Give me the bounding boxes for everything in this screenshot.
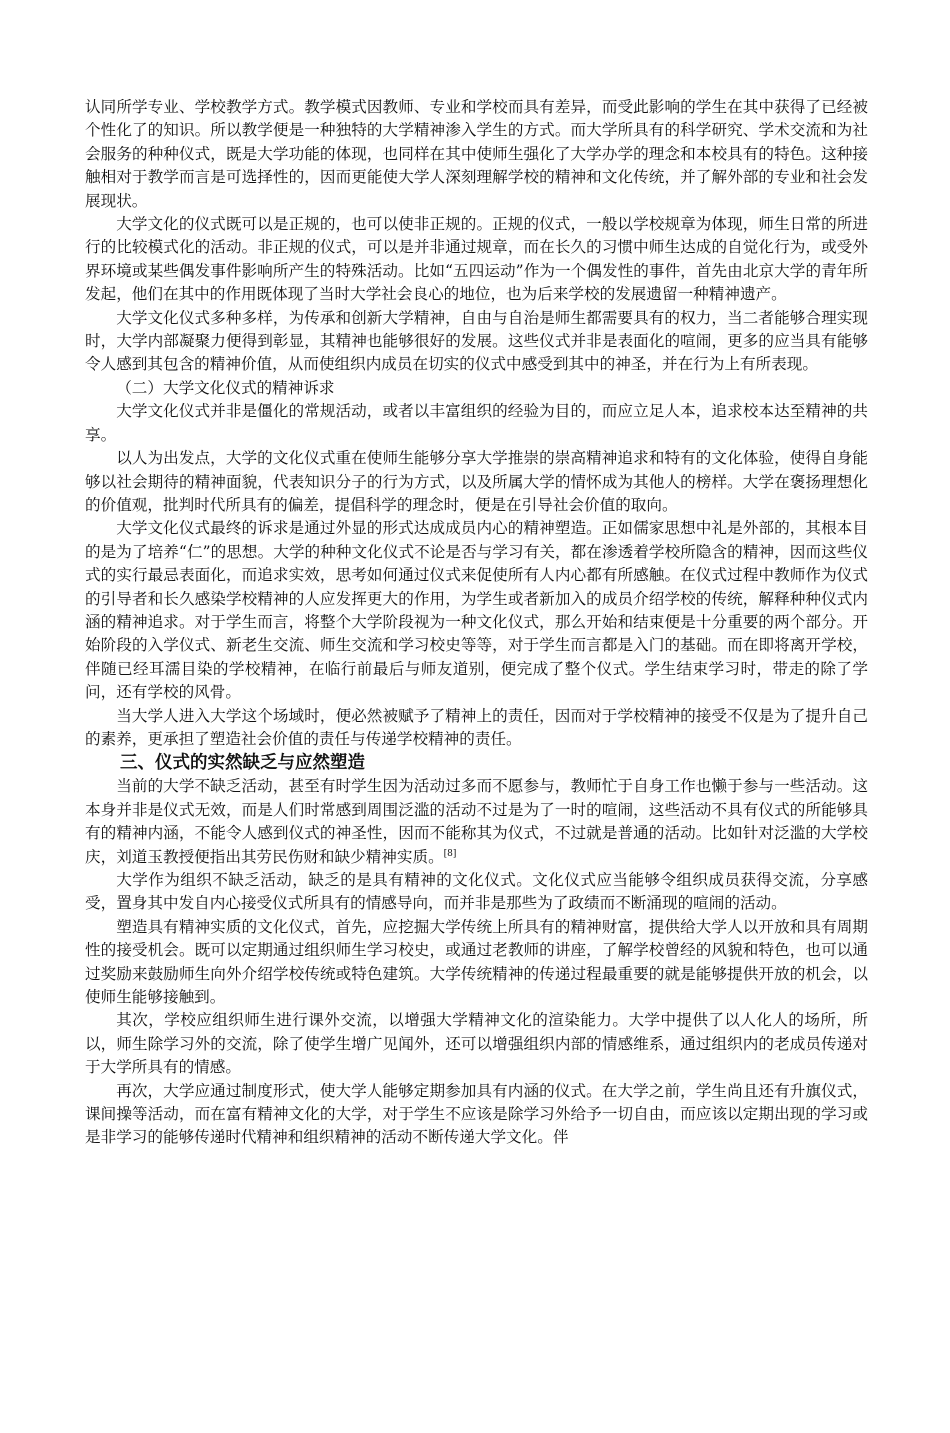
document-page	[85, 96, 868, 1150]
paragraph-10: 塑造具有精神实质的文化仪式，首先，应挖掘大学传统上所具有的精神财富，提供给大学人以开放和具有周期性的接受机会。既可以定期通过组织师生学习校史，或通过老教师的讲座，了解学校曾经的风貌和特色，也可以通过奖励来鼓励师生向外介绍学校传统或特色建筑。大学传统精神的传递过程最重要的就是能够提供开放的机会，以使师生能够接触到。	[85, 917, 868, 1007]
paragraph-3: 大学文化仪式多种多样，为传承和创新大学精神，自由与自治是师生都需要具有的权力，当二者能够合理实现时，大学内部凝聚力便得到彰显，其精神也能够很好的发展。这些仪式并非是表面化的喧闹，更多的应当具有能够令人感到其包含的精神价值，从而使组织内成员在切实的仪式中感受到其中的神圣，并在行为上有所表现。	[85, 308, 868, 374]
paragraph-8-text: 当前的大学不缺乏活动，甚至有时学生因为活动过多而不愿参与，教师忙于自身工作也懒于参与一些活动。这本身并非是仪式无效，而是人们时常感到周围泛滥的活动不过是为了一时的喧闹，这些活动不具有仪式的所能够具有的精神内涵，不能令人感到仪式的神圣性，因而不能称其为仪式，不过就是普通的活动。比如针对泛滥的大学校庆，刘道玉教授便指出其劳民伤财和缺少精神实质。	[85, 777, 868, 866]
paragraph-8	[85, 775, 868, 869]
subsection-heading: （二）大学文化仪式的精神诉求	[116, 378, 335, 397]
paragraph-4: 大学文化仪式并非是僵化的常规活动，或者以丰富组织的经验为目的，而应立足人本，追求校本达至精神的共享。	[85, 402, 868, 444]
section-heading: 三、仪式的实然缺乏与应然塑造	[120, 753, 365, 774]
paragraph-5: 以人为出发点，大学的文化仪式重在使师生能够分享大学推崇的崇高精神追求和特有的文化体验，使得自身能够以社会期待的精神面貌，代表知识分子的行为方式，以及所属大学的情怀成为其他人的榜样。大学在褒扬理想化的价值观，批判时代所具有的偏差，提倡科学的理念时，便是在引导社会价值的取向。	[85, 449, 868, 514]
paragraph-7: 当大学人进入大学这个场域时，便必然被赋予了精神上的责任，因而对于学校精神的接受不仅是为了提升自己的素养，更承担了塑造社会价值的责任与传递学校精神的责任。	[85, 706, 868, 748]
citation-reference: [8]	[443, 848, 457, 859]
paragraph-1: 认同所学专业、学校教学方式。教学模式因教师、专业和学校而具有差异，而受此影响的学生在其中获得了已经被个性化了的知识。所以教学便是一种独特的大学精神渗入学生的方式。而大学所具有的科学研究、学术交流和为社会服务的种种仪式，既是大学功能的体现，也同样在其中使师生强化了大学办学的理念和本校具有的特色。这种接触相对于教学而言是可选择性的，因而更能使大学人深刻理解学校的精神和文化传统，并了解外部的专业和社会发展现状。	[85, 98, 868, 210]
paragraph-6: 大学文化仪式最终的诉求是通过外显的形式达成成员内心的精神塑造。正如儒家思想中礼是外部的，其根本目的是为了培养“仁”的思想。大学的种种文化仪式不论是否与学习有关，都在渗透着学校所隐含的精神，因而这些仪式的实行最忌表面化，而追求实效，思考如何通过仪式来促使所有人内心都有所感触。在仪式过程中教师作为仪式的引导者和长久感染学校精神的人应发挥更大的作用，为学生或者新加入的成员介绍学校的传统，解释种种仪式内涵的精神追求。对于学生而言，将整个大学阶段视为一种文化仪式，那么开始和结束便是十分重要的两个部分。开始阶段的入学仪式、新老生交流、师生交流和学习校史等等，对于学生而言都是入门的基础。而在即将离开学校，伴随已经耳濡目染的学校精神，在临行前最后与师友道别，便完成了整个仪式。学生结束学习时，带走的除了学问，还有学校的风骨。	[85, 519, 868, 702]
paragraph-2: 大学文化的仪式既可以是正规的，也可以使非正规的。正规的仪式，一般以学校规章为体现，师生日常的所进行的比较模式化的活动。非正规的仪式，可以是并非通过规章，而在长久的习惯中师生达成的自觉化行为，或受外界环境或某些偶发事件影响所产生的特殊活动。比如“五四运动”作为一个偶发性的事件，首先由北京大学的青年所发起，他们在其中的作用既体现了当时大学社会良心的地位，也为后来学校的发展遗留一种精神遗产。	[85, 215, 868, 304]
paragraph-12: 再次，大学应通过制度形式，使大学人能够定期参加具有内涵的仪式。在大学之前，学生尚且还有升旗仪式，课间操等活动，而在富有精神文化的大学，对于学生不应该是除学习外给予一切自由，而应该以定期出现的学习或是非学习的能够传递时代精神和组织精神的活动不断传递大学文化。伴	[85, 1081, 868, 1147]
paragraph-9: 大学作为组织不缺乏活动，缺乏的是具有精神的文化仪式。文化仪式应当能够令组织成员获得交流，分享感受，置身其中发自内心接受仪式所具有的情感导向，而并非是那些为了政绩而不断涌现的喧闹的活动。	[85, 871, 868, 913]
paragraph-11: 其次，学校应组织师生进行课外交流，以增强大学精神文化的渲染能力。大学中提供了以人化人的场所，所以，师生除学习外的交流，除了使学生增广见闻外，还可以增强组织内部的情感维系，通过组织内的老成员传递对于大学所具有的情感。	[85, 1011, 868, 1077]
